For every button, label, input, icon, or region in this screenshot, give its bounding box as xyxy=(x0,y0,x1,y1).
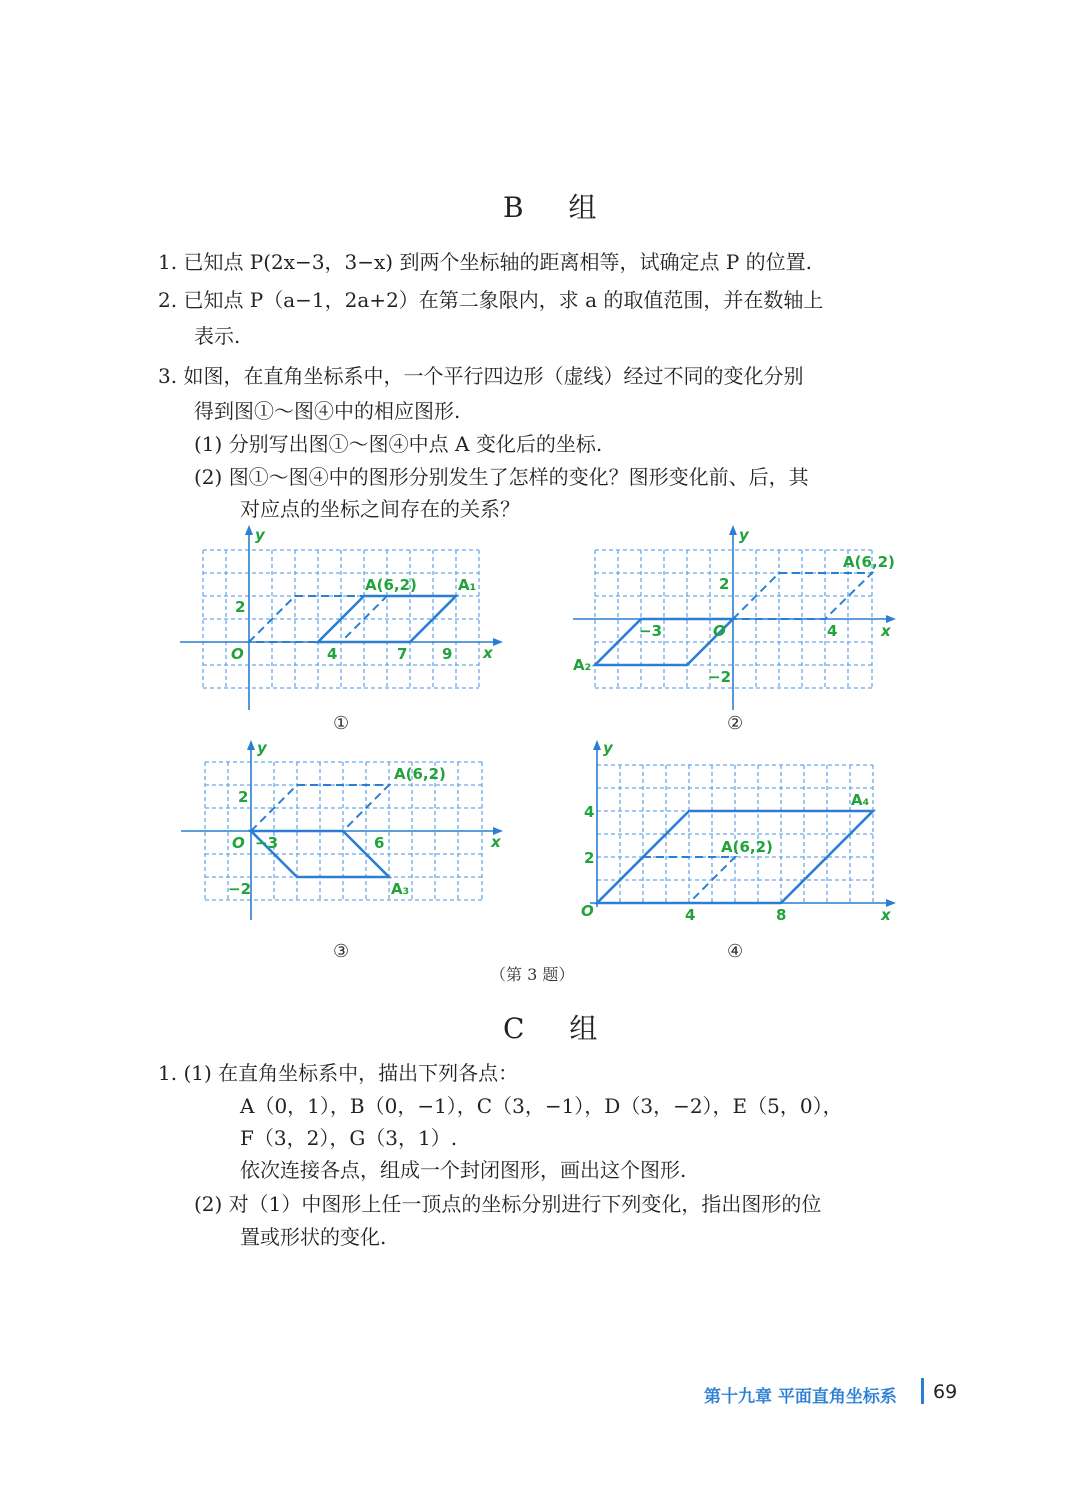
figure-3-tick-neg2: −2 xyxy=(228,880,252,898)
figure-3-x-label: x xyxy=(491,833,501,851)
figure-3-label-a: A(6,2) xyxy=(394,765,446,783)
figure-3-tick-6: 6 xyxy=(374,834,385,852)
problem-b2-cont: 表示. xyxy=(194,324,241,348)
problem-b3-sub1: (1) 分别写出图①～图④中点 A 变化后的坐标. xyxy=(194,432,603,456)
problem-c1-sub2: (2) 对（1）中图形上任一顶点的坐标分别进行下列变化，指出图形的位 xyxy=(194,1192,822,1216)
figure-3-y-arrow xyxy=(247,740,255,750)
figure-2-label-a: A(6,2) xyxy=(843,553,895,571)
figure-3-origin: O xyxy=(232,834,245,852)
figure-1-tick-9: 9 xyxy=(442,645,453,663)
figure-3-tick-2: 2 xyxy=(238,788,249,806)
figure-2-tick-neg2: −2 xyxy=(708,668,732,686)
figure-4-y-arrow xyxy=(593,740,601,750)
problem-c1-points-cont: F（3，2），G（3，1）. xyxy=(240,1126,458,1150)
figure-4-tick-4y: 4 xyxy=(584,803,595,821)
problem-b3-sub2-cont: 对应点的坐标之间存在的关系？ xyxy=(240,497,520,521)
problem-caption: （第 3 题） xyxy=(490,965,575,984)
problem-c1: 1. (1) 在直角坐标系中，描出下列各点： xyxy=(158,1061,519,1085)
figure-2-y-arrow xyxy=(729,525,737,535)
figure-2-caption: ② xyxy=(727,713,744,734)
figure-4-grid xyxy=(597,765,873,903)
figure-4-x-label: x xyxy=(881,906,891,924)
problem-b1: 1. 已知点 P(2x−3，3−x) 到两个坐标轴的距离相等，试确定点 P 的位置. xyxy=(158,250,812,274)
figure-1 xyxy=(175,520,505,720)
figure-1-label-a1: A₁ xyxy=(458,576,477,594)
figure-4-label-a: A(6,2) xyxy=(721,838,773,856)
figure-3-tick-neg3: −3 xyxy=(255,834,279,852)
figure-1-tick-7: 7 xyxy=(397,645,408,663)
figure-2-y-label: y xyxy=(739,526,749,544)
figure-2 xyxy=(565,520,905,720)
figure-1-origin: O xyxy=(231,645,244,663)
figure-1-x-label: x xyxy=(483,644,493,662)
figure-3-caption: ③ xyxy=(333,941,350,962)
section-b-title: B 组 xyxy=(503,191,615,224)
figure-1-y-label: y xyxy=(255,526,265,544)
figure-4-tick-8: 8 xyxy=(776,906,787,924)
figure-2-origin: O xyxy=(713,622,726,640)
figure-4-y-label: y xyxy=(603,739,613,757)
figure-2-x-label: x xyxy=(881,622,891,640)
problem-b2: 2. 已知点 P（a−1，2a+2）在第二象限内，求 a 的取值范围，并在数轴上 xyxy=(158,288,824,312)
problem-b3-cont: 得到图①～图④中的相应图形. xyxy=(194,399,461,423)
figure-3-label-a3: A₃ xyxy=(391,880,410,898)
problem-c1-points: A（0，1），B（0，−1），C（3，−1），D（3，−2），E（5，0）， xyxy=(240,1094,843,1118)
problem-b3: 3. 如图，在直角坐标系中，一个平行四边形（虚线）经过不同的变化分别 xyxy=(158,364,804,388)
problem-b3-sub2: (2) 图①～图④中的图形分别发生了怎样的变化？图形变化前、后，其 xyxy=(194,465,809,489)
figure-3-y-label: y xyxy=(257,739,267,757)
figure-2-tick-2: 2 xyxy=(719,575,730,593)
page-number: 69 xyxy=(933,1381,958,1403)
footer-divider xyxy=(921,1378,924,1404)
figure-1-y-arrow xyxy=(245,525,253,535)
figure-2-label-a2: A₂ xyxy=(573,656,592,674)
problem-c1-sub2-cont: 置或形状的变化. xyxy=(240,1225,387,1249)
figure-4 xyxy=(565,735,905,935)
figure-3 xyxy=(175,735,505,935)
figure-1-tick-2: 2 xyxy=(235,598,246,616)
figure-4-tick-2: 2 xyxy=(584,849,595,867)
figure-4-caption: ④ xyxy=(727,941,744,962)
figure-4-label-a4: A₄ xyxy=(851,791,870,809)
footer-chapter: 第十九章 平面直角坐标系 xyxy=(704,1387,897,1407)
figure-1-tick-4: 4 xyxy=(327,645,338,663)
figure-4-tick-4: 4 xyxy=(685,906,696,924)
figure-1-x-arrow xyxy=(493,638,503,646)
figure-2-tick-4: 4 xyxy=(827,622,838,640)
problem-c1-instruction: 依次连接各点，组成一个封闭图形，画出这个图形. xyxy=(240,1158,687,1182)
section-c-title: C 组 xyxy=(503,1012,616,1045)
figure-1-label-a: A(6,2) xyxy=(365,576,417,594)
figure-1-caption: ① xyxy=(333,713,350,734)
figure-2-tick-neg3: −3 xyxy=(639,622,663,640)
figure-4-origin: O xyxy=(581,902,594,920)
